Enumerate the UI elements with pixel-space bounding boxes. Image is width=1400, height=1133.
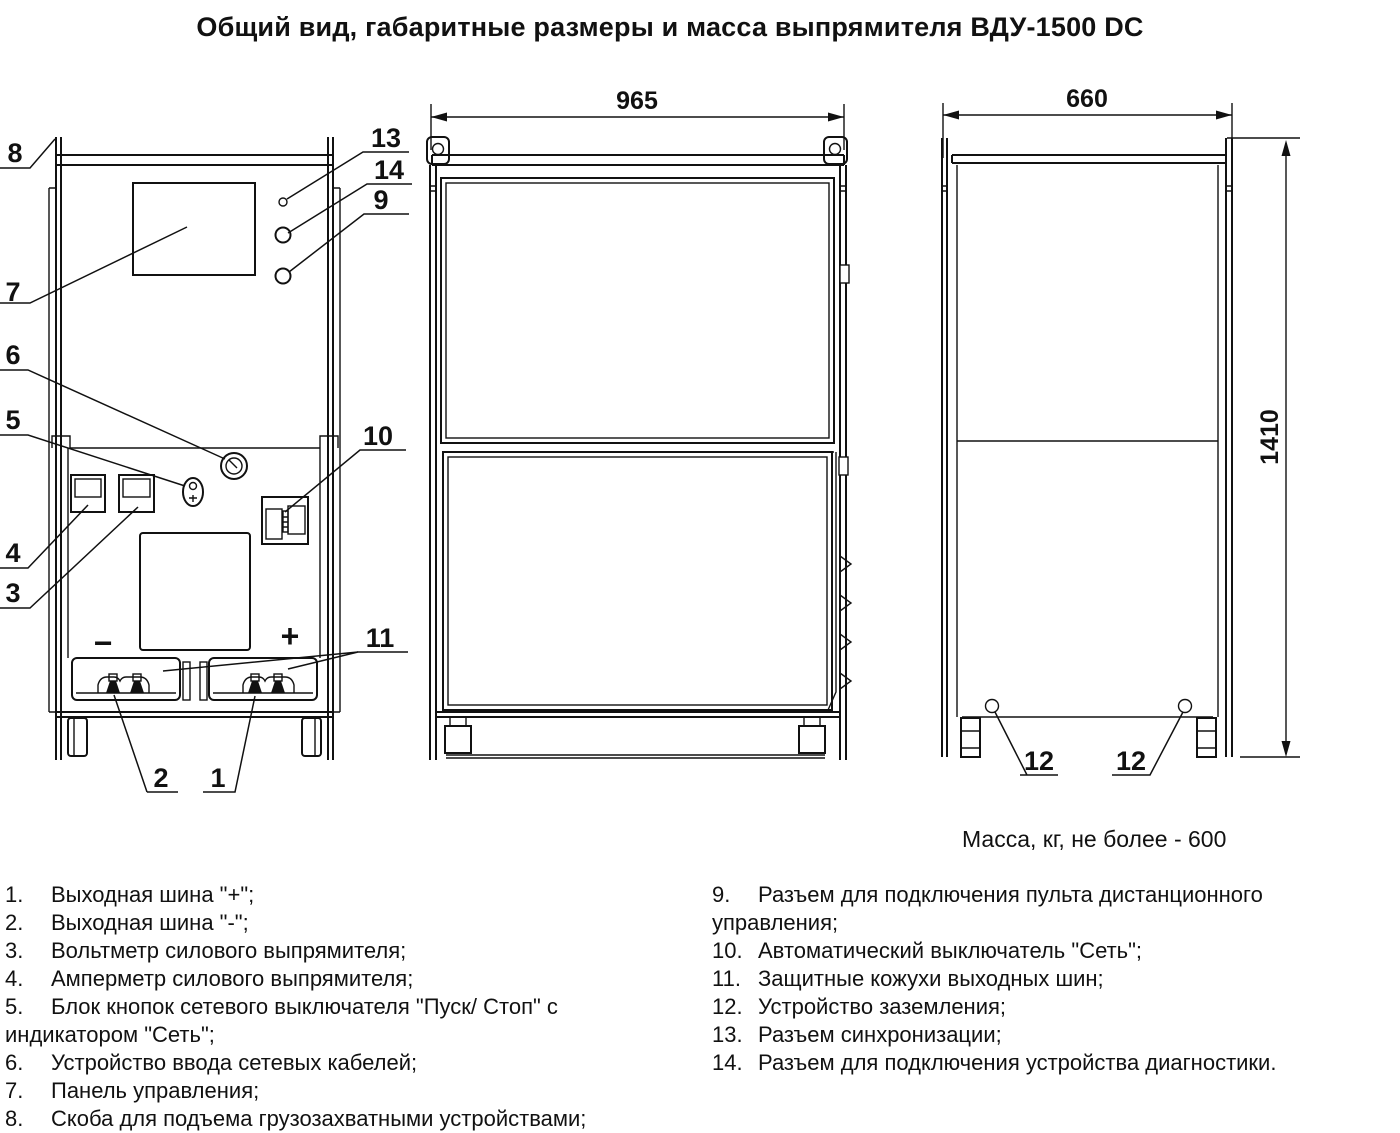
louver-panel [140, 533, 250, 650]
front-view [0, 123, 412, 793]
legend-item-text: Автоматический выключатель "Сеть"; [758, 938, 1143, 963]
callout-1: 1 [210, 763, 226, 793]
plus-label: + [280, 618, 300, 654]
callout-8: 8 [7, 138, 23, 168]
legend-item [5, 993, 665, 1049]
legend-item-number: 1. [5, 882, 24, 907]
legend-item-text: Вольтметр силового выпрямителя; [51, 938, 407, 963]
legend-item [712, 937, 1344, 965]
legend-item-text: Разъем синхронизации; [758, 1022, 1002, 1047]
dimension-width-side: 965 [616, 87, 658, 115]
legend-left-column [5, 881, 665, 1133]
legend-item-text: Устройство ввода сетевых кабелей; [51, 1050, 418, 1075]
legend-item-number: 12. [712, 994, 743, 1019]
callout-13: 13 [370, 123, 402, 153]
hinge [839, 457, 848, 475]
output-terminal-plus [243, 674, 294, 693]
callout-2: 2 [153, 763, 169, 793]
callout-6: 6 [5, 340, 21, 370]
callout-5: 5 [5, 405, 21, 435]
legend-item-number: 2. [5, 910, 24, 935]
legend-item-number: 7. [5, 1078, 24, 1103]
dimension-965 [431, 87, 844, 150]
front-base-band [56, 712, 333, 717]
bus-cover-minus [72, 658, 180, 700]
legend-item [712, 881, 1344, 937]
legend-item [712, 993, 1344, 1021]
side-view [427, 87, 851, 760]
legend-item [5, 881, 665, 909]
legend-item-text: Выходная шина "-"; [51, 910, 249, 935]
front-feet [68, 718, 321, 756]
ammeter [71, 475, 105, 512]
rear-rails [942, 138, 1232, 757]
rear-panel [957, 165, 1218, 717]
callout-12: 12 [1115, 746, 1147, 776]
grounding-bolt [986, 700, 999, 713]
legend-item [5, 965, 665, 993]
side-rail-joints [430, 186, 846, 191]
callout-9: 9 [373, 185, 389, 215]
diagnostics-connector [276, 228, 291, 243]
legend-item-number: 4. [5, 966, 24, 991]
legend-item [5, 937, 665, 965]
legend-item [5, 1077, 665, 1105]
legend-right-column [712, 881, 1344, 1077]
dimension-660 [943, 85, 1232, 158]
callout-14: 14 [373, 155, 405, 185]
cover-center-strip [183, 662, 190, 700]
legend-item-text: Выходная шина "+"; [51, 882, 255, 907]
callout-7: 7 [5, 277, 21, 307]
legend-item-number: 14. [712, 1050, 743, 1075]
callout-10: 10 [362, 421, 394, 451]
legend-item-text: Панель управления; [51, 1078, 260, 1103]
lower-door [443, 452, 836, 710]
legend-item-text: Устройство заземления; [758, 994, 1007, 1019]
rear-view [942, 85, 1300, 776]
page-title: Общий вид, габаритные размеры и масса выпрямителя ВДУ-1500 DC [196, 12, 1144, 42]
legend-item [712, 965, 1344, 993]
sync-connector [279, 198, 287, 206]
legend-item-text: Блок кнопок сетевого выключателя "Пуск/ Стоп" с индикатором "Сеть"; [5, 994, 558, 1047]
callout-3: 3 [5, 578, 21, 608]
hinge [840, 265, 849, 283]
dimension-width-front: 660 [1066, 85, 1108, 113]
legend-item-number: 9. [712, 882, 731, 907]
legend-item-text: Разъем для подключения пульта дистанционного управления; [712, 882, 1263, 935]
legend-item-text: Амперметр силового выпрямителя; [51, 966, 414, 991]
rear-rail-joints [942, 186, 1232, 191]
rear-top-bar [952, 155, 1226, 163]
start-stop-block [183, 478, 203, 506]
control-panel [133, 183, 255, 275]
legend-item-text: Скоба для подъема грузозахватными устройствами; [51, 1106, 587, 1131]
lifting-bar [56, 155, 333, 165]
mass-note: Масса, кг, не более - 600 [962, 826, 1227, 852]
grounding-bolt [1179, 700, 1192, 713]
legend-item-text: Разъем для подключения устройства диагностики. [758, 1050, 1277, 1075]
legend-item [5, 909, 665, 937]
lifting-lugs [427, 137, 847, 164]
rear-feet [961, 718, 1216, 757]
minus-label: − [93, 625, 113, 661]
callout-11: 11 [365, 623, 395, 653]
cable-entry-gland [221, 453, 247, 479]
side-feet [445, 717, 825, 758]
upper-door [441, 178, 834, 443]
side-top-bar [432, 155, 844, 165]
voltmeter [119, 475, 154, 512]
legend-item [712, 1049, 1344, 1077]
remote-control-connector [276, 269, 291, 284]
legend-item-number: 13. [712, 1022, 743, 1047]
legend-item-number: 11. [712, 966, 741, 991]
side-base-band [436, 712, 840, 717]
legend-item-number: 8. [5, 1106, 24, 1131]
side-rails [430, 165, 846, 760]
output-terminal-minus [98, 674, 149, 693]
callout-12: 12 [1023, 746, 1055, 776]
legend-item-number: 6. [5, 1050, 24, 1075]
dimension-1410 [1227, 138, 1300, 757]
dimension-height: 1410 [1256, 409, 1284, 465]
callout-4: 4 [5, 538, 21, 568]
legend-item-text: Защитные кожухи выходных шин; [758, 966, 1104, 991]
legend-item [712, 1021, 1344, 1049]
legend-item-number: 3. [5, 938, 24, 963]
legend-item [5, 1049, 665, 1077]
legend-item-number: 10. [712, 938, 743, 963]
legend-item-number: 5. [5, 994, 24, 1019]
circuit-breaker [262, 497, 308, 544]
